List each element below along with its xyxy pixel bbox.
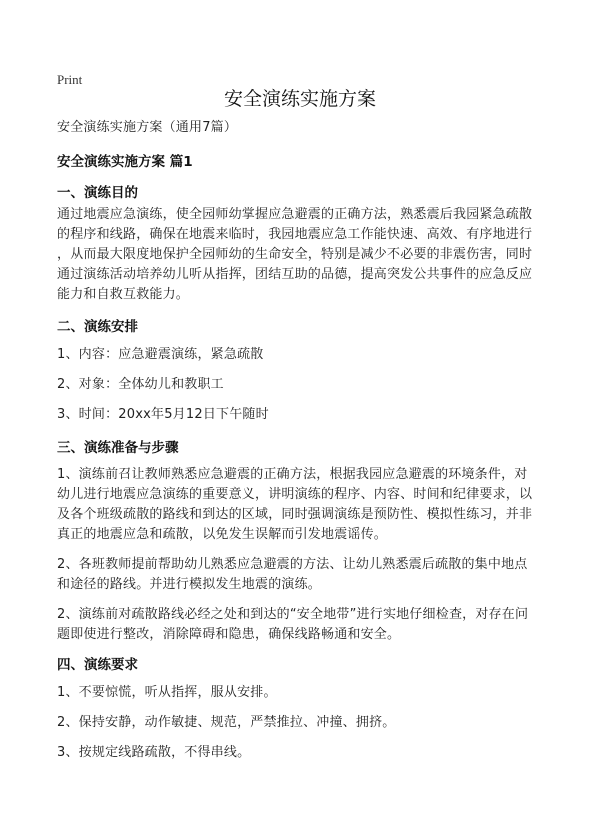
text-line: 2、演练前对疏散路线必经之处和到达的“安全地带”进行实地仔细检查，对存在问 (57, 607, 529, 622)
text-line: 能力和自救互救能力。 (57, 287, 190, 302)
heading-requirements: 四、演练要求 (57, 657, 138, 673)
paragraph-prep-1 (57, 465, 532, 545)
print-link[interactable]: Print (57, 72, 83, 87)
arrange-item: 3、时间：20xx年5月12日下午随时 (57, 407, 269, 422)
text-line: ，从而最大限度地保护全园师幼的生命安全，特别是减少不必要的非震伤害，同时 (57, 247, 533, 262)
text-line: 1、演练前召让教师熟悉应急避震的正确方法，根据我园应急避震的环境条件，对 (57, 467, 528, 482)
requirement-item: 2、保持安静，动作敏捷、规范，严禁推拉、冲撞、拥挤。 (57, 715, 396, 730)
text-line: 的程序和线路，确保在地震来临时，我园地震应急工作能快速、高效、有序地进行 (57, 227, 533, 242)
paragraph-prep-3 (57, 605, 528, 645)
paragraph-prep-2 (57, 555, 527, 595)
paragraph-purpose (57, 205, 532, 305)
heading-arrangement: 二、演练安排 (57, 319, 138, 335)
subtitle: 安全演练实施方案（通用7篇） (57, 120, 238, 135)
text-line: 2、各班教师提前帮助幼儿熟悉应急避震的方法、让幼儿熟悉震后疏散的集中地点 (57, 557, 528, 572)
arrange-item: 1、内容：应急避震演练，紧急疏散 (57, 347, 264, 362)
page-title: 安全演练实施方案 (223, 88, 376, 110)
text-line: 题即使进行整改，消除障碍和隐患，确保线路畅通和安全。 (57, 627, 401, 642)
text-line: 通过演练活动培养幼儿听从指挥，团结互助的品德，提高突发公共事件的应急反应 (57, 267, 533, 282)
heading-purpose: 一、演练目的 (57, 185, 138, 201)
text-line: 幼儿进行地震应急演练的重要意义，讲明演练的程序、内容、时间和纪律要求，以 (57, 487, 533, 502)
requirement-item: 1、不要惊慌，听从指挥，服从安排。 (57, 685, 277, 700)
text-line: 和途径的路线。并进行模拟发生地震的演练。 (57, 577, 322, 592)
heading-preparation: 三、演练准备与步骤 (57, 440, 179, 456)
section-title: 安全演练实施方案 篇1 (57, 154, 193, 170)
arrange-item: 2、对象：全体幼儿和教职工 (57, 377, 224, 392)
text-line: 真正的地震应急和疏散，以免发生误解而引发地震谣传。 (57, 527, 388, 542)
text-line: 及各个班级疏散的路线和到达的区域，同时强调演练是预防性、模拟性练习，并非 (57, 507, 533, 522)
text-line: 通过地震应急演练，使全园师幼掌握应急避震的正确方法，熟悉震后我园紧急疏散 (57, 207, 533, 222)
requirement-item: 3、按规定线路疏散，不得串线。 (57, 745, 251, 760)
